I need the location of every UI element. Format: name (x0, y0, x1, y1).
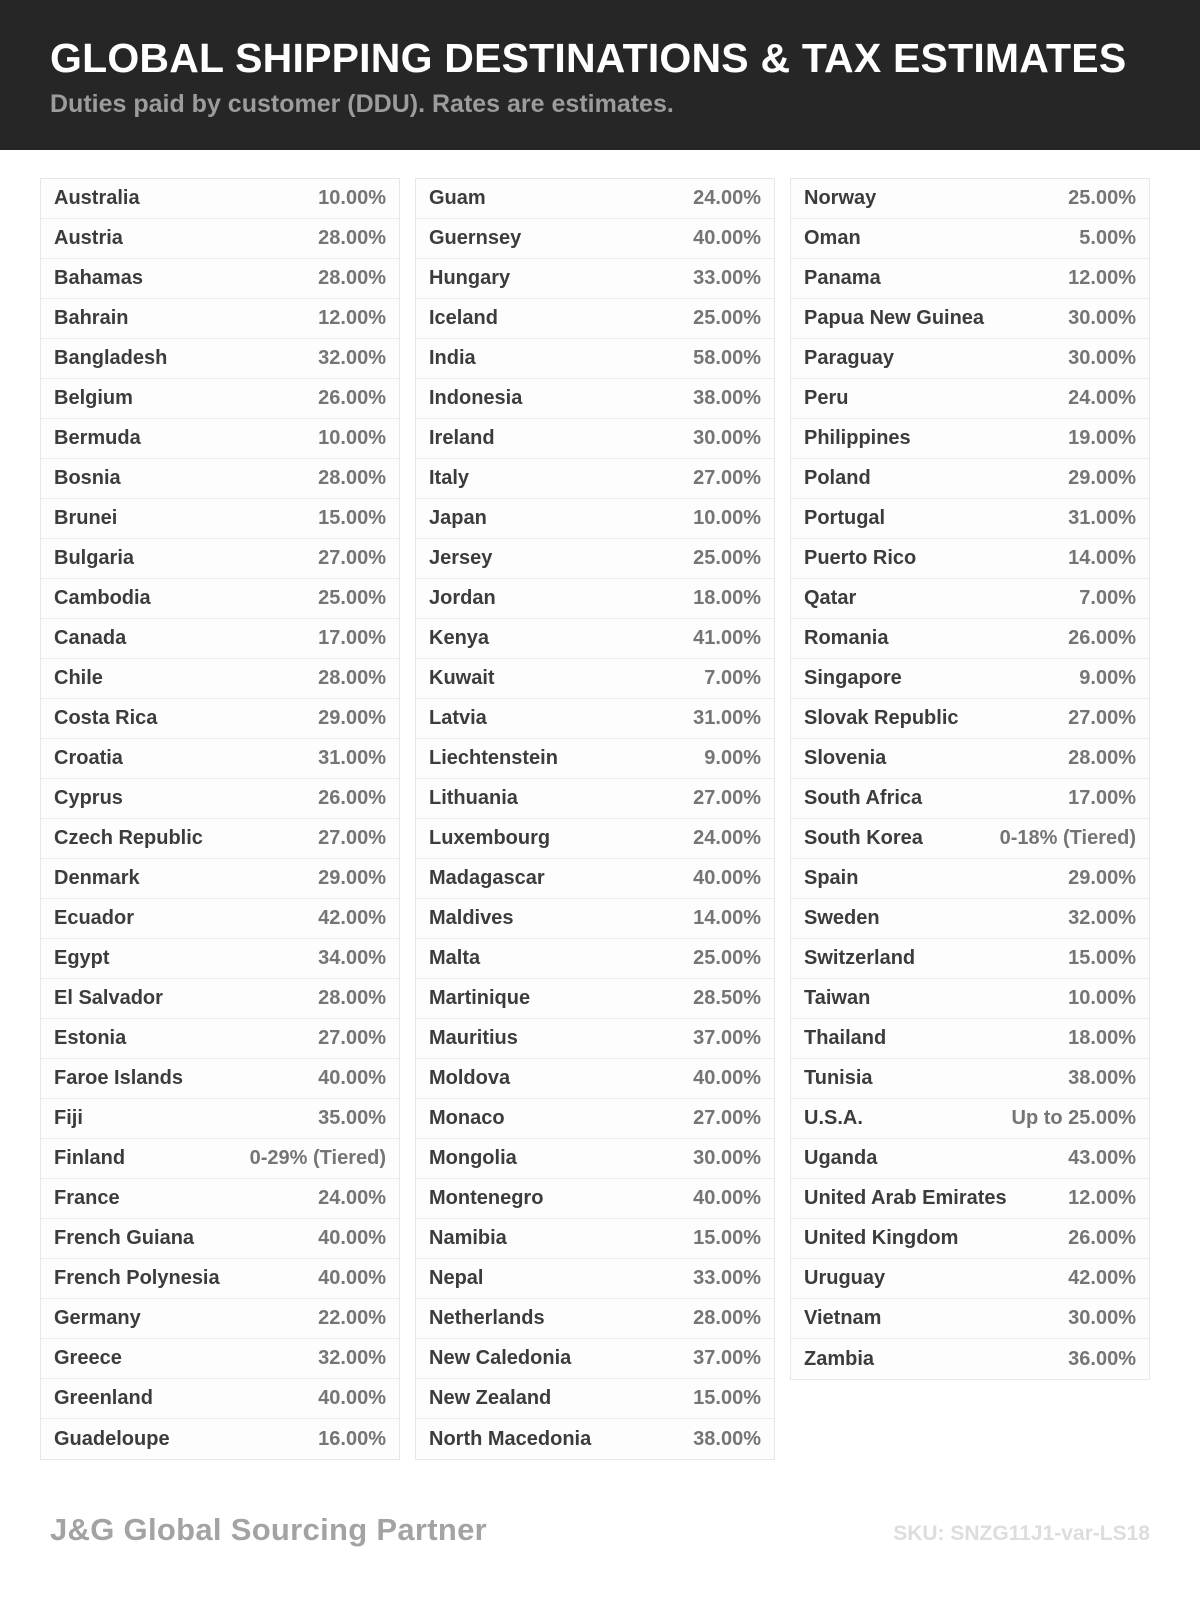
country-name: Kenya (429, 627, 490, 649)
country-name: Japan (429, 507, 487, 529)
table-row (416, 1139, 774, 1179)
country-name: Lithuania (429, 787, 518, 809)
country-name: Monaco (429, 1107, 505, 1129)
tax-rate: 25.00% (693, 307, 761, 329)
table-row (416, 579, 774, 619)
table-row (41, 1339, 399, 1379)
table-row (41, 499, 399, 539)
country-name: El Salvador (54, 987, 163, 1009)
table-row (791, 1219, 1149, 1259)
tax-rate: 28.00% (318, 467, 386, 489)
table-row (41, 659, 399, 699)
table-row (791, 899, 1149, 939)
tax-rate: 7.00% (704, 667, 761, 689)
tax-rate: 14.00% (693, 907, 761, 929)
tax-rate: 38.00% (1068, 1067, 1136, 1089)
tax-rate: Up to 25.00% (1011, 1107, 1136, 1129)
country-name: Panama (804, 267, 881, 289)
table-row (416, 699, 774, 739)
tax-rate: 40.00% (693, 867, 761, 889)
country-name: Guernsey (429, 227, 522, 249)
tax-rate: 19.00% (1068, 427, 1136, 449)
table-row (416, 1419, 774, 1459)
table-row (791, 1179, 1149, 1219)
tax-rate: 5.00% (1079, 227, 1136, 249)
country-name: Vietnam (804, 1307, 882, 1329)
table-row (791, 819, 1149, 859)
table-row (416, 1259, 774, 1299)
tax-rate: 30.00% (693, 427, 761, 449)
country-name: Qatar (804, 587, 857, 609)
country-name: Iceland (429, 307, 498, 329)
tax-rate: 15.00% (693, 1227, 761, 1249)
tax-rate: 17.00% (1068, 787, 1136, 809)
country-name: Maldives (429, 907, 514, 929)
country-name: Jersey (429, 547, 493, 569)
tax-rate: 36.00% (1068, 1347, 1136, 1370)
tax-rate: 12.00% (1068, 1187, 1136, 1209)
country-name: Malta (429, 947, 481, 969)
country-name: India (429, 347, 476, 369)
tax-rate: 41.00% (693, 627, 761, 649)
table-row (416, 979, 774, 1019)
country-name: Switzerland (804, 947, 916, 969)
country-name: Belgium (54, 387, 133, 409)
table-row (791, 419, 1149, 459)
country-name: Germany (54, 1307, 141, 1329)
country-name: United Arab Emirates (804, 1187, 1007, 1209)
table-row (41, 419, 399, 459)
country-name: French Polynesia (54, 1267, 220, 1289)
table-row (416, 419, 774, 459)
table-row (416, 619, 774, 659)
tax-rate: 40.00% (318, 1227, 386, 1249)
table-row (41, 779, 399, 819)
tax-rate: 37.00% (693, 1027, 761, 1049)
table-row (416, 1179, 774, 1219)
table-row (416, 819, 774, 859)
country-name: France (54, 1187, 120, 1209)
country-name: U.S.A. (804, 1107, 863, 1129)
country-name: Namibia (429, 1227, 507, 1249)
country-name: Costa Rica (54, 707, 158, 729)
tax-rate: 30.00% (1068, 347, 1136, 369)
country-name: Puerto Rico (804, 547, 917, 569)
tax-rate: 18.00% (693, 587, 761, 609)
sku-label: SKU: SNZG11J1-var-LS18 (893, 1522, 1150, 1545)
table-row (416, 739, 774, 779)
table-row (791, 1099, 1149, 1139)
tax-rate: 18.00% (1068, 1027, 1136, 1049)
tax-rate: 33.00% (693, 1267, 761, 1289)
table-row (791, 459, 1149, 499)
table-row (41, 1219, 399, 1259)
tax-rate: 27.00% (693, 1107, 761, 1129)
tax-rate: 26.00% (1068, 627, 1136, 649)
country-name: Finland (54, 1147, 126, 1169)
tax-rate: 32.00% (318, 1347, 386, 1369)
tax-rate: 15.00% (318, 507, 386, 529)
tax-rate: 15.00% (693, 1387, 761, 1409)
tax-rate: 28.00% (318, 987, 386, 1009)
table-row (791, 579, 1149, 619)
country-name: Montenegro (429, 1187, 544, 1209)
country-name: Bosnia (54, 467, 121, 489)
table-row (41, 259, 399, 299)
table-row (416, 1339, 774, 1379)
table-row (41, 179, 399, 219)
country-name: Fiji (54, 1107, 83, 1129)
country-name: Uruguay (804, 1267, 886, 1289)
country-name: Bulgaria (54, 547, 135, 569)
country-name: Ireland (429, 427, 495, 449)
tax-rate: 26.00% (318, 787, 386, 809)
table-row (41, 1299, 399, 1339)
country-name: Slovak Republic (804, 707, 959, 729)
tax-rate: 58.00% (693, 347, 761, 369)
tax-rate: 7.00% (1079, 587, 1136, 609)
table-row (41, 819, 399, 859)
country-name: Egypt (54, 947, 110, 969)
table-row (41, 899, 399, 939)
table-row (416, 299, 774, 339)
country-name: Madagascar (429, 867, 545, 889)
tax-rate: 28.00% (1068, 747, 1136, 769)
tax-rates-table (40, 178, 1150, 1460)
table-row (416, 859, 774, 899)
brand-name: J&G Global Sourcing Partner (50, 1512, 488, 1547)
table-row (791, 1019, 1149, 1059)
tax-rate: 24.00% (693, 827, 761, 849)
table-row (41, 1059, 399, 1099)
table-row (791, 339, 1149, 379)
tax-rate: 22.00% (318, 1307, 386, 1329)
table-row (41, 1379, 399, 1419)
tax-rate: 40.00% (693, 227, 761, 249)
country-name: Zambia (804, 1347, 875, 1370)
table-row (41, 459, 399, 499)
country-name: Thailand (804, 1027, 887, 1049)
table-row (41, 1259, 399, 1299)
country-name: Singapore (804, 667, 902, 689)
country-name: Austria (54, 227, 123, 249)
table-row (41, 739, 399, 779)
country-name: South Africa (804, 787, 923, 809)
table-row (41, 339, 399, 379)
tax-rate: 32.00% (318, 347, 386, 369)
page-title: GLOBAL SHIPPING DESTINATIONS & TAX ESTIMATES (50, 35, 1127, 81)
country-name: Slovenia (804, 747, 887, 769)
tax-rate: 40.00% (693, 1067, 761, 1089)
tax-rate: 12.00% (1068, 267, 1136, 289)
country-name: Cyprus (54, 787, 123, 809)
table-row (791, 179, 1149, 219)
tax-rate: 38.00% (693, 1427, 761, 1450)
tax-rate: 35.00% (318, 1107, 386, 1129)
table-row (791, 1059, 1149, 1099)
tax-rate: 10.00% (318, 427, 386, 449)
tax-rate: 10.00% (1068, 987, 1136, 1009)
country-name: Chile (54, 667, 103, 689)
rates-column-1 (40, 178, 400, 1460)
country-name: Bangladesh (54, 347, 168, 369)
table-row (416, 339, 774, 379)
table-row (41, 699, 399, 739)
country-name: Martinique (429, 987, 531, 1009)
country-name: Bahamas (54, 267, 143, 289)
country-name: Guam (429, 187, 486, 209)
table-row (791, 299, 1149, 339)
country-name: Canada (54, 627, 127, 649)
country-name: South Korea (804, 827, 923, 849)
country-name: Denmark (54, 867, 140, 889)
tax-rate: 31.00% (1068, 507, 1136, 529)
country-name: Cambodia (54, 587, 151, 609)
table-row (41, 219, 399, 259)
tax-rate: 14.00% (1068, 547, 1136, 569)
table-row (791, 499, 1149, 539)
tax-rate: 25.00% (1068, 187, 1136, 209)
tax-rate: 26.00% (318, 387, 386, 409)
country-name: Sweden (804, 907, 880, 929)
table-row (791, 739, 1149, 779)
country-name: New Zealand (429, 1387, 552, 1409)
table-row (41, 939, 399, 979)
country-name: Luxembourg (429, 827, 551, 849)
table-row (416, 1219, 774, 1259)
country-name: Romania (804, 627, 889, 649)
table-row (41, 1179, 399, 1219)
table-row (41, 859, 399, 899)
country-name: French Guiana (54, 1227, 195, 1249)
country-name: Poland (804, 467, 871, 489)
tax-rate: 42.00% (318, 907, 386, 929)
tax-rate: 30.00% (1068, 307, 1136, 329)
table-row (416, 1299, 774, 1339)
tax-rate: 37.00% (693, 1347, 761, 1369)
tax-rate: 10.00% (318, 187, 386, 209)
country-name: Mauritius (429, 1027, 518, 1049)
table-row (791, 979, 1149, 1019)
country-name: Taiwan (804, 987, 871, 1009)
tax-rate: 29.00% (318, 707, 386, 729)
table-row (41, 299, 399, 339)
tax-rate: 40.00% (318, 1267, 386, 1289)
tax-rate: 31.00% (693, 707, 761, 729)
country-name: New Caledonia (429, 1347, 572, 1369)
table-row (791, 619, 1149, 659)
rates-column-3 (790, 178, 1150, 1380)
country-name: Spain (804, 867, 859, 889)
tax-rate: 40.00% (318, 1387, 386, 1409)
country-name: Australia (54, 187, 140, 209)
tax-rate: 27.00% (1068, 707, 1136, 729)
tax-rate: 27.00% (693, 787, 761, 809)
tax-rate: 0-29% (Tiered) (249, 1147, 386, 1169)
country-name: Peru (804, 387, 849, 409)
table-row (41, 619, 399, 659)
tax-rate: 10.00% (693, 507, 761, 529)
country-name: Mongolia (429, 1147, 517, 1169)
table-row (416, 379, 774, 419)
country-name: United Kingdom (804, 1227, 959, 1249)
tax-rate: 27.00% (318, 827, 386, 849)
table-row (791, 659, 1149, 699)
country-name: Kuwait (429, 667, 495, 689)
table-row (416, 1099, 774, 1139)
country-name: Philippines (804, 427, 911, 449)
tax-rate: 34.00% (318, 947, 386, 969)
tax-rate: 40.00% (693, 1187, 761, 1209)
tax-rate: 29.00% (318, 867, 386, 889)
tax-rate: 33.00% (693, 267, 761, 289)
country-name: Portugal (804, 507, 886, 529)
table-row (41, 1099, 399, 1139)
country-name: Nepal (429, 1267, 484, 1289)
tax-rate: 27.00% (693, 467, 761, 489)
table-row (791, 1339, 1149, 1379)
country-name: Tunisia (804, 1067, 873, 1089)
table-row (41, 539, 399, 579)
table-row (791, 1299, 1149, 1339)
country-name: Uganda (804, 1147, 878, 1169)
tax-rate: 24.00% (693, 187, 761, 209)
tax-rate: 28.50% (693, 987, 761, 1009)
country-name: Hungary (429, 267, 511, 289)
table-row (791, 939, 1149, 979)
country-name: Norway (804, 187, 877, 209)
table-row (791, 539, 1149, 579)
country-name: Greece (54, 1347, 122, 1369)
country-name: Croatia (54, 747, 123, 769)
country-name: Czech Republic (54, 827, 203, 849)
page-footer (50, 1512, 1150, 1548)
tax-rate: 15.00% (1068, 947, 1136, 969)
country-name: North Macedonia (429, 1427, 592, 1450)
table-row (416, 499, 774, 539)
table-row (41, 979, 399, 1019)
tax-rate: 28.00% (318, 267, 386, 289)
page-subtitle: Duties paid by customer (DDU). Rates are estimates. (50, 90, 674, 119)
table-row (41, 1419, 399, 1459)
table-row (791, 379, 1149, 419)
tax-rate: 43.00% (1068, 1147, 1136, 1169)
country-name: Brunei (54, 507, 118, 529)
table-row (791, 859, 1149, 899)
table-row (416, 219, 774, 259)
tax-rate: 26.00% (1068, 1227, 1136, 1249)
tax-rate: 28.00% (318, 227, 386, 249)
country-name: Estonia (54, 1027, 127, 1049)
country-name: Faroe Islands (54, 1067, 183, 1089)
tax-rate: 27.00% (318, 547, 386, 569)
country-name: Liechtenstein (429, 747, 558, 769)
tax-rate: 0-18% (Tiered) (999, 827, 1136, 849)
table-row (416, 939, 774, 979)
table-row (416, 659, 774, 699)
table-row (416, 259, 774, 299)
table-row (791, 779, 1149, 819)
country-name: Jordan (429, 587, 496, 609)
tax-rate: 25.00% (693, 947, 761, 969)
table-row (41, 379, 399, 419)
tax-rate: 31.00% (318, 747, 386, 769)
tax-rate: 40.00% (318, 1067, 386, 1089)
tax-rate: 29.00% (1068, 467, 1136, 489)
country-name: Bermuda (54, 427, 141, 449)
country-name: Netherlands (429, 1307, 545, 1329)
table-row (416, 1059, 774, 1099)
table-row (416, 899, 774, 939)
tax-rate: 38.00% (693, 387, 761, 409)
tax-rate: 27.00% (318, 1027, 386, 1049)
tax-rate: 9.00% (1079, 667, 1136, 689)
country-name: Papua New Guinea (804, 307, 985, 329)
tax-rate: 12.00% (318, 307, 386, 329)
table-row (41, 1019, 399, 1059)
tax-rate: 32.00% (1068, 907, 1136, 929)
table-row (791, 699, 1149, 739)
tax-rate: 17.00% (318, 627, 386, 649)
table-row (416, 1019, 774, 1059)
table-row (791, 259, 1149, 299)
tax-rate: 42.00% (1068, 1267, 1136, 1289)
rates-column-2 (415, 178, 775, 1460)
table-row (416, 779, 774, 819)
tax-rate: 24.00% (1068, 387, 1136, 409)
table-row (791, 1259, 1149, 1299)
tax-rate: 28.00% (318, 667, 386, 689)
country-name: Bahrain (54, 307, 129, 329)
tax-rate: 9.00% (704, 747, 761, 769)
tax-rate: 30.00% (1068, 1307, 1136, 1329)
table-row (791, 219, 1149, 259)
country-name: Guadeloupe (54, 1427, 170, 1450)
tax-rate: 30.00% (693, 1147, 761, 1169)
tax-rate: 25.00% (693, 547, 761, 569)
country-name: Oman (804, 227, 861, 249)
tax-rate: 29.00% (1068, 867, 1136, 889)
table-row (41, 1139, 399, 1179)
country-name: Italy (429, 467, 470, 489)
country-name: Ecuador (54, 907, 135, 929)
tax-rate: 24.00% (318, 1187, 386, 1209)
table-row (416, 459, 774, 499)
page-header (0, 0, 1200, 150)
tax-rate: 16.00% (318, 1427, 386, 1450)
tax-rate: 28.00% (693, 1307, 761, 1329)
tax-rate: 25.00% (318, 587, 386, 609)
table-row (416, 1379, 774, 1419)
country-name: Indonesia (429, 387, 523, 409)
table-row (416, 539, 774, 579)
country-name: Greenland (54, 1387, 153, 1409)
country-name: Moldova (429, 1067, 511, 1089)
country-name: Paraguay (804, 347, 895, 369)
table-row (791, 1139, 1149, 1179)
table-row (41, 579, 399, 619)
country-name: Latvia (429, 707, 487, 729)
table-row (416, 179, 774, 219)
